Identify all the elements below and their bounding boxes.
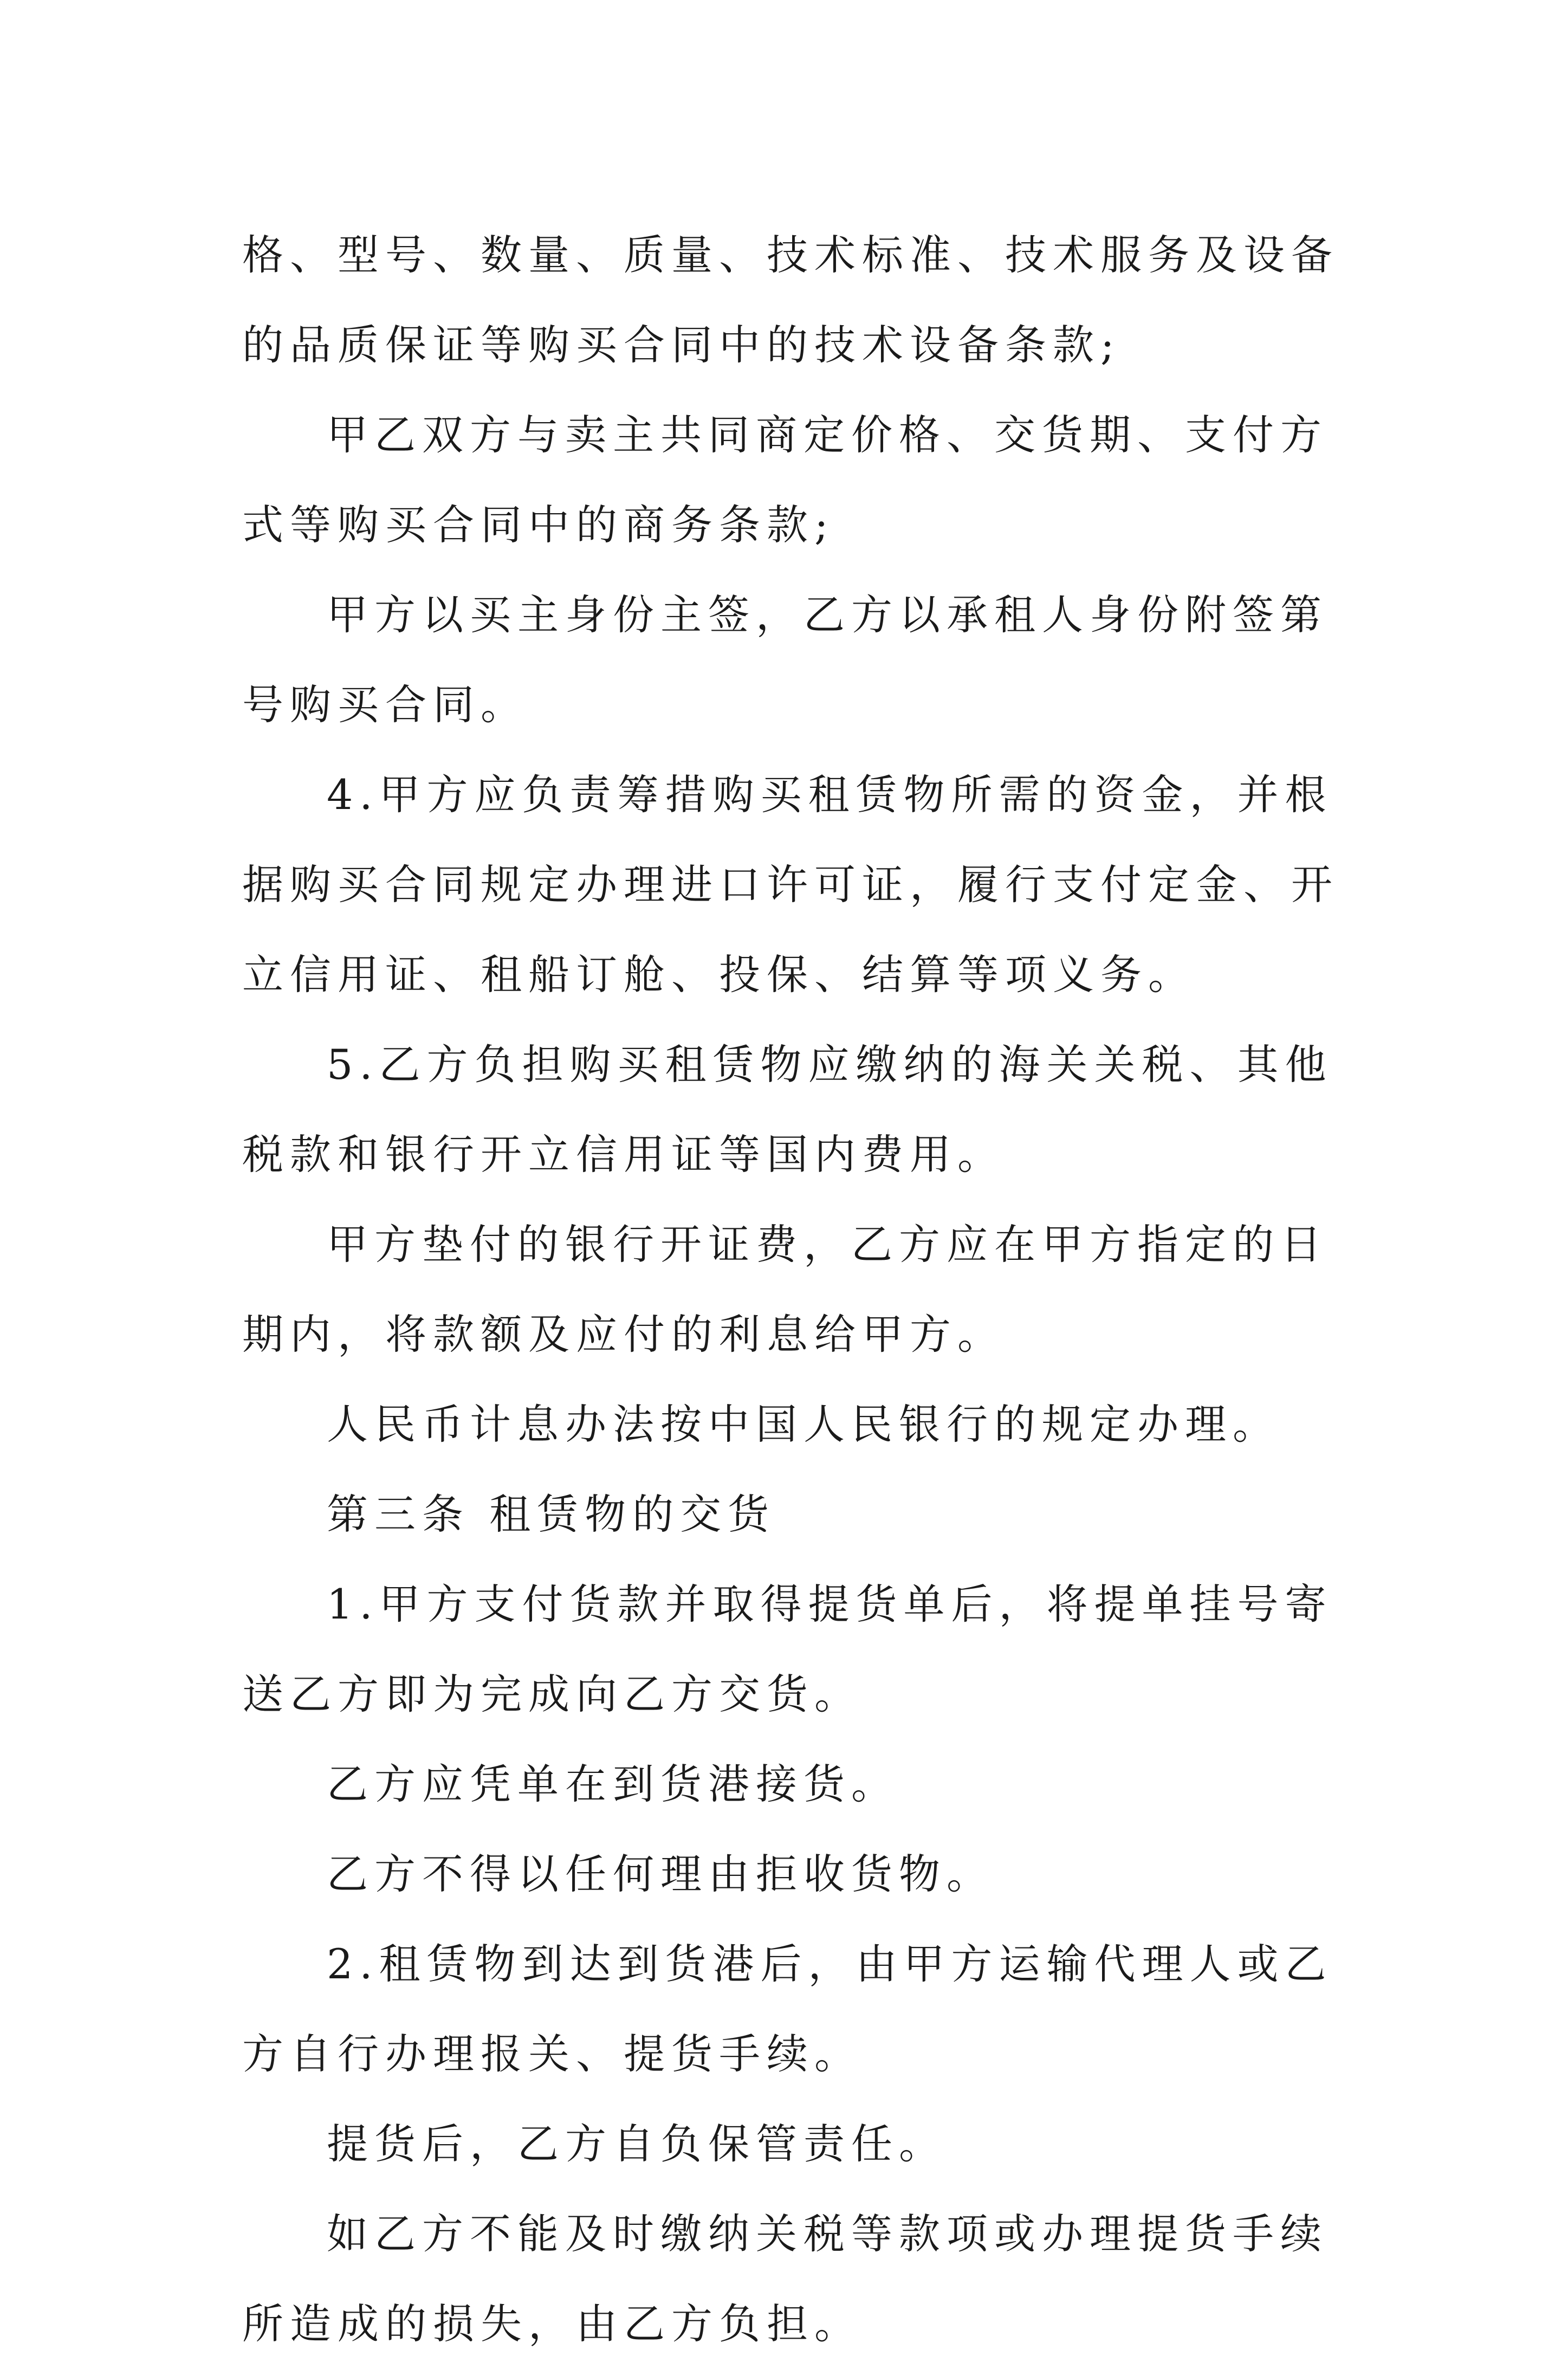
document-body <box>242 210 1347 2369</box>
paragraph-4: 4.甲方应负责筹措购买租赁物所需的资金，并根据购买合同规定办理进口许可证，履行支付定金、开立信用证、租船订舱、投保、结算等项义务。 <box>242 771 1339 999</box>
paragraph-7: 人民币计息办法按中国人民银行的规定办理。 <box>327 1400 1280 1448</box>
paragraph-5: 5.乙方负担购买租赁物应缴纳的海关关税、其他税款和银行开立信用证等国内费用。 <box>242 1040 1333 1179</box>
paragraph-1: 格、型号、数量、质量、技术标准、技术服务及设备的品质保证等购买合同中的技术设备条款; <box>242 231 1339 369</box>
paragraph-9: 1.甲方支付货款并取得提货单后，将提单挂号寄送乙方即为完成向乙方交货。 <box>242 1580 1333 1718</box>
paragraph-3: 甲方以买主身份主签，乙方以承租人身份附签第 号购买合同。 <box>242 591 1348 729</box>
paragraph-11: 乙方不得以任何理由拒收货物。 <box>327 1850 994 1898</box>
paragraph-12: 2.租赁物到达到货港后，由甲方运输代理人或乙方自行办理报关、提货手续。 <box>242 1940 1333 2078</box>
paragraph-2: 甲乙双方与卖主共同商定价格、交货期、支付方式等购买合同中的商务条款; <box>242 411 1328 549</box>
paragraph-10: 乙方应凭单在到货港接货。 <box>327 1760 899 1808</box>
paragraph-13: 提货后，乙方自负保管责任。 <box>327 2120 947 2168</box>
section-heading: 第三条 租赁物的交货 <box>327 1490 776 1538</box>
paragraph-6: 甲方垫付的银行开证费，乙方应在甲方指定的日期内，将款额及应付的利息给甲方。 <box>242 1220 1328 1358</box>
paragraph-14: 如乙方不能及时缴纳关税等款项或办理提货手续所造成的损失，由乙方负担。 <box>242 2210 1328 2348</box>
